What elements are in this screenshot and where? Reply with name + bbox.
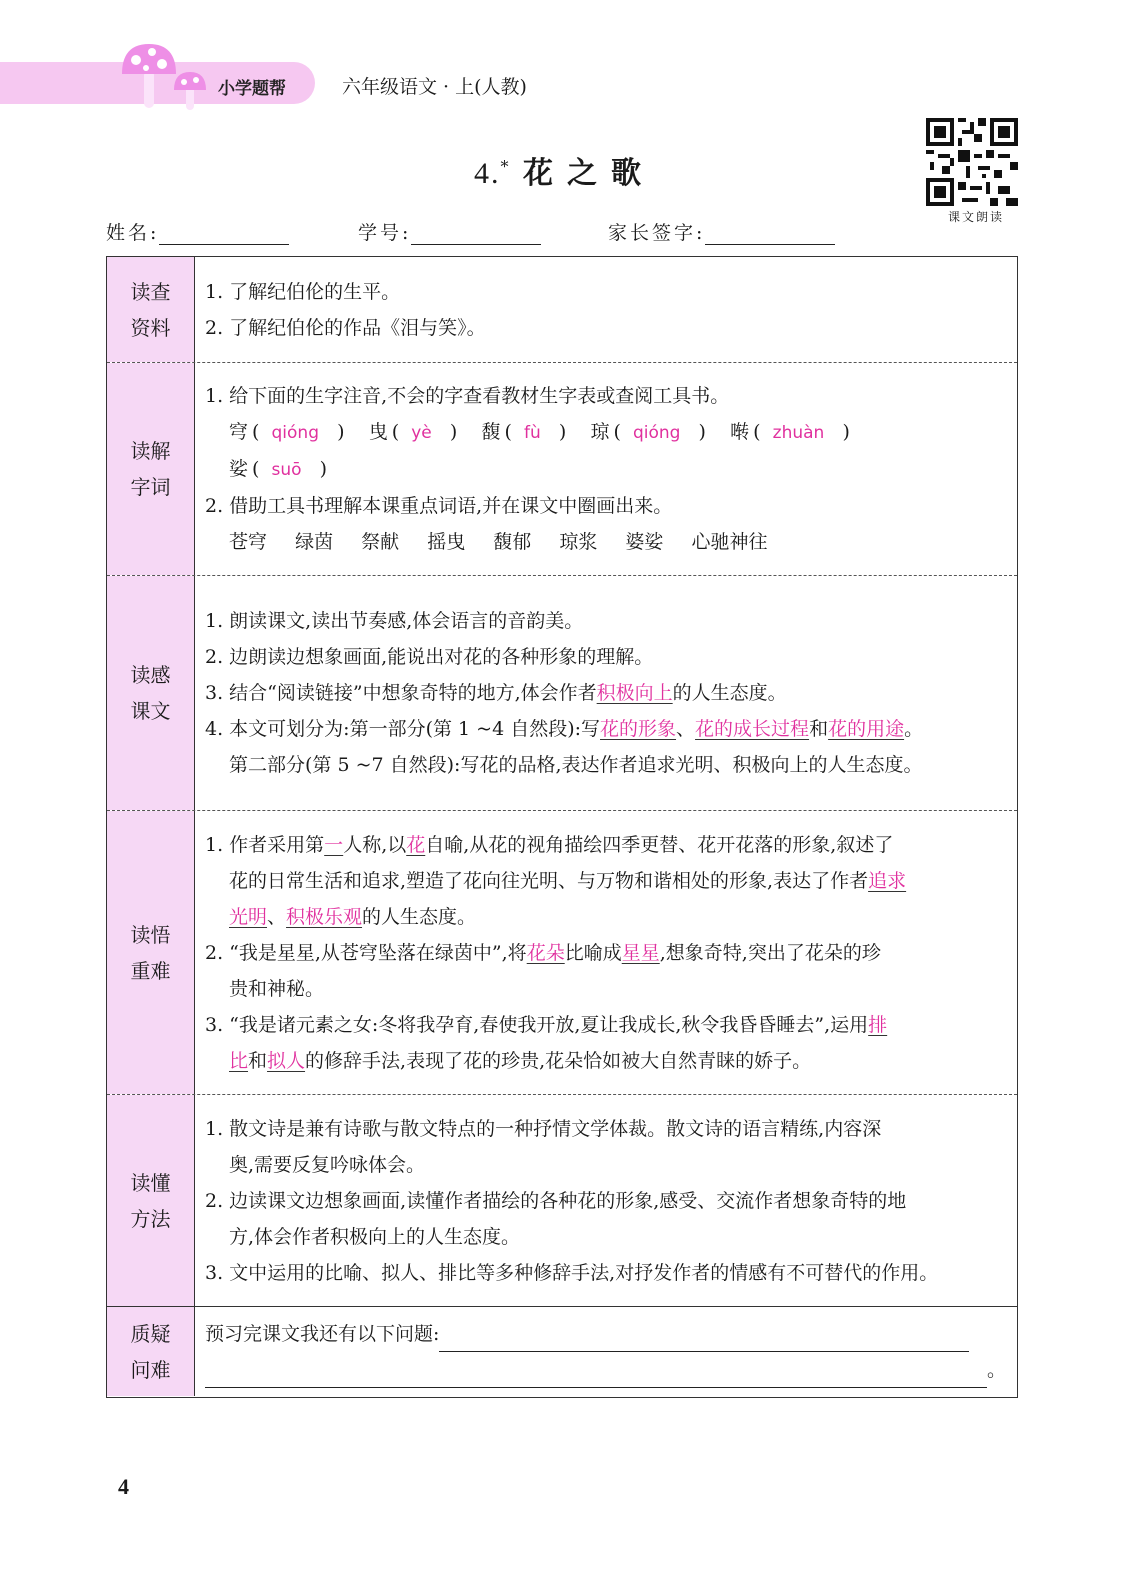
word: 绿茵 <box>295 531 334 553</box>
question-prompt: 预习完课文我还有以下问题: <box>205 1322 440 1345</box>
question-blank[interactable] <box>205 1361 987 1388</box>
qr-code-icon[interactable] <box>926 118 1018 206</box>
text: 的人生态度。 <box>672 682 787 704</box>
answer-highlight: 积极乐观 <box>286 905 363 928</box>
text: 3. 结合“阅读链接”中想象奇特的地方,体会作者 <box>205 682 597 704</box>
list-item: 1. 给下面的生字注音,不会的字查看教材生字表或查阅工具书。 <box>205 385 730 407</box>
word: 摇曳 <box>427 531 466 553</box>
section-reading <box>107 576 1017 811</box>
list-item <box>205 1007 1007 1043</box>
answer-highlight: 拟人 <box>267 1049 306 1072</box>
question-line-2 <box>205 1352 1007 1388</box>
label-top: 读解 <box>130 439 171 463</box>
section-label <box>107 576 195 810</box>
pinyin-char: 馥 <box>481 421 501 443</box>
question-line-1 <box>205 1316 1007 1352</box>
list-item: 2. 了解纪伯伦的作品《泪与笑》。 <box>205 316 486 339</box>
mushroom-logo-icon <box>118 40 218 112</box>
word: 婆娑 <box>625 531 664 553</box>
list-item <box>205 675 1007 711</box>
list-item <box>205 935 1007 971</box>
section-questions <box>107 1307 1017 1396</box>
text: 和 <box>809 718 829 740</box>
text: 、 <box>267 905 287 928</box>
label-bottom: 重难 <box>130 958 171 983</box>
section-label <box>107 257 195 362</box>
list-item <box>205 827 1007 863</box>
parent-signature-field[interactable] <box>608 218 835 245</box>
label-top: 读查 <box>130 279 171 304</box>
word: 苍穹 <box>229 531 268 553</box>
grade-subject: 六年级语文 · 上(人教) <box>342 76 527 98</box>
pinyin-answer: yè <box>411 423 432 443</box>
pinyin-answer: qióng <box>271 423 319 443</box>
text: 自喻,从花的视角描绘四季更替、花开花落的形象,叙述了 <box>425 833 894 856</box>
section-content <box>195 811 1017 1094</box>
answer-highlight: 花的用途 <box>828 718 905 740</box>
label-bottom: 字词 <box>130 475 171 499</box>
text: 比喻成 <box>564 941 622 964</box>
parent-signature-label: 家长签字: <box>608 222 706 244</box>
list-item: 2. 边读课文边想象画面,读懂作者描绘的各种花的形象,感受、交流作者想象奇特的地 <box>205 1189 907 1212</box>
list-item: 1. 了解纪伯伦的生平。 <box>205 280 401 303</box>
lesson-mark: * <box>500 157 511 176</box>
text: 、 <box>676 718 696 740</box>
list-item-continued <box>205 899 1007 935</box>
label-top: 读懂 <box>130 1170 171 1195</box>
pinyin-answer: qióng <box>632 423 681 443</box>
section-label <box>107 811 195 1094</box>
text: 的人生态度。 <box>362 905 477 928</box>
text: 人称,以 <box>343 833 407 856</box>
answer-highlight: 花的形象 <box>600 718 677 740</box>
list-item-continued <box>205 863 1007 899</box>
brand-name: 小学题帮 <box>218 79 286 99</box>
section-content <box>195 1307 1017 1396</box>
text: ,想象奇特,突出了花朵的珍 <box>659 941 881 964</box>
word: 馥郁 <box>493 531 532 553</box>
label-top: 读悟 <box>130 922 171 947</box>
word: 琼浆 <box>559 531 598 553</box>
pinyin-char: 琼 <box>590 421 610 443</box>
section-method <box>107 1095 1017 1307</box>
text: 。 <box>904 718 924 740</box>
name-label: 姓名: <box>106 222 160 244</box>
answer-highlight: 花朵 <box>526 941 565 964</box>
question-end: 。 <box>987 1358 1007 1381</box>
word: 心驰神往 <box>691 531 768 553</box>
answer-highlight: 花的成长过程 <box>695 718 810 740</box>
page-number: 4 <box>118 1474 129 1499</box>
list-item-continued: 第二部分(第 5 ~7 自然段):写花的品格,表达作者追求光明、积极向上的人生态度。 <box>229 754 923 776</box>
section-label <box>107 1095 195 1306</box>
lesson-number: 4. <box>474 157 501 190</box>
section-content <box>195 576 1017 810</box>
answer-highlight: 追求 <box>868 869 907 892</box>
label-bottom: 资料 <box>130 315 171 340</box>
qr-caption: 课文朗读 <box>947 210 1004 224</box>
label-top: 质疑 <box>130 1321 171 1346</box>
answer-highlight: 一 <box>324 833 344 856</box>
student-id-label: 学号: <box>358 222 412 244</box>
question-blank[interactable] <box>439 1325 969 1352</box>
word: 祭献 <box>361 531 400 553</box>
name-field[interactable] <box>106 218 289 245</box>
answer-highlight: 积极向上 <box>596 682 673 704</box>
section-vocabulary <box>107 363 1017 576</box>
pinyin-row: 穹 ( qióng ) 曳 ( yè ) 馥 ( fù ) 琼 ( qióng ) 啭 ( zhuàn ) <box>229 421 850 443</box>
section-research <box>107 257 1017 363</box>
list-item <box>205 711 1007 747</box>
list-item: 2. 借助工具书理解本课重点词语,并在课文中圈画出来。 <box>205 495 673 517</box>
list-item: 3. 文中运用的比喻、拟人、排比等多种修辞手法,对抒发作者的情感有不可替代的作用。 <box>205 1261 939 1284</box>
lesson-name: 花之歌 <box>522 156 655 191</box>
section-key-points <box>107 811 1017 1095</box>
label-top: 读感 <box>130 663 171 687</box>
section-content <box>195 363 1017 575</box>
section-content <box>195 257 1017 362</box>
answer-highlight: 光明 <box>229 905 268 928</box>
section-label <box>107 1307 195 1396</box>
answer-highlight: 星星 <box>621 941 660 964</box>
answer-highlight: 花 <box>406 833 426 856</box>
student-id-blank[interactable] <box>411 222 541 245</box>
pinyin-char: 穹 <box>229 421 249 443</box>
word-list <box>205 524 1007 560</box>
label-bottom: 方法 <box>130 1206 171 1231</box>
section-content <box>195 1095 1017 1306</box>
text: 2. “我是星星,从苍穹坠落在绿茵中”,将 <box>205 941 527 964</box>
section-label <box>107 363 195 575</box>
pinyin-row: 娑 ( suō ) <box>229 458 328 480</box>
text: 的修辞手法,表现了花的珍贵,花朵恰如被大自然青睐的娇子。 <box>305 1049 812 1072</box>
study-table <box>106 256 1018 1398</box>
list-item: 2. 边朗读边想象画面,能说出对花的各种形象的理解。 <box>205 646 654 668</box>
pinyin-answer: fù <box>523 423 541 443</box>
list-item-continued: 方,体会作者积极向上的人生态度。 <box>229 1225 521 1248</box>
list-item: 1. 朗读课文,读出节奏感,体会语言的音韵美。 <box>205 610 584 632</box>
text: 和 <box>248 1049 268 1072</box>
list-item-continued: 贵和神秘。 <box>229 977 325 1000</box>
student-id-field[interactable] <box>358 218 541 245</box>
pinyin-answer: zhuàn <box>772 423 825 443</box>
parent-signature-blank[interactable] <box>705 222 835 245</box>
pinyin-answer: suō <box>271 460 302 480</box>
label-bottom: 问难 <box>130 1357 171 1382</box>
list-item-continued <box>205 1043 1007 1079</box>
text: 花的日常生活和追求,塑造了花向往光明、与万物和谐相处的形象,表达了作者 <box>229 869 869 892</box>
text: 1. 作者采用第 <box>205 833 325 856</box>
pinyin-char: 曳 <box>368 421 388 443</box>
answer-highlight: 排 <box>868 1013 888 1036</box>
pinyin-char: 娑 <box>229 458 249 480</box>
label-bottom: 课文 <box>130 699 171 723</box>
pinyin-char: 啭 <box>730 421 750 443</box>
list-item: 1. 散文诗是兼有诗歌与散文特点的一种抒情文学体裁。散文诗的语言精练,内容深 <box>205 1117 882 1140</box>
text: 4. 本文可划分为:第一部分(第 1 ~4 自然段):写 <box>205 718 601 740</box>
list-item-continued: 奥,需要反复吟咏体会。 <box>229 1153 426 1176</box>
answer-highlight: 比 <box>229 1049 249 1072</box>
name-blank[interactable] <box>159 222 289 245</box>
text: 3. “我是诸元素之女:冬将我孕育,春使我开放,夏让我成长,秋令我昏昏睡去”,运用 <box>205 1013 869 1036</box>
